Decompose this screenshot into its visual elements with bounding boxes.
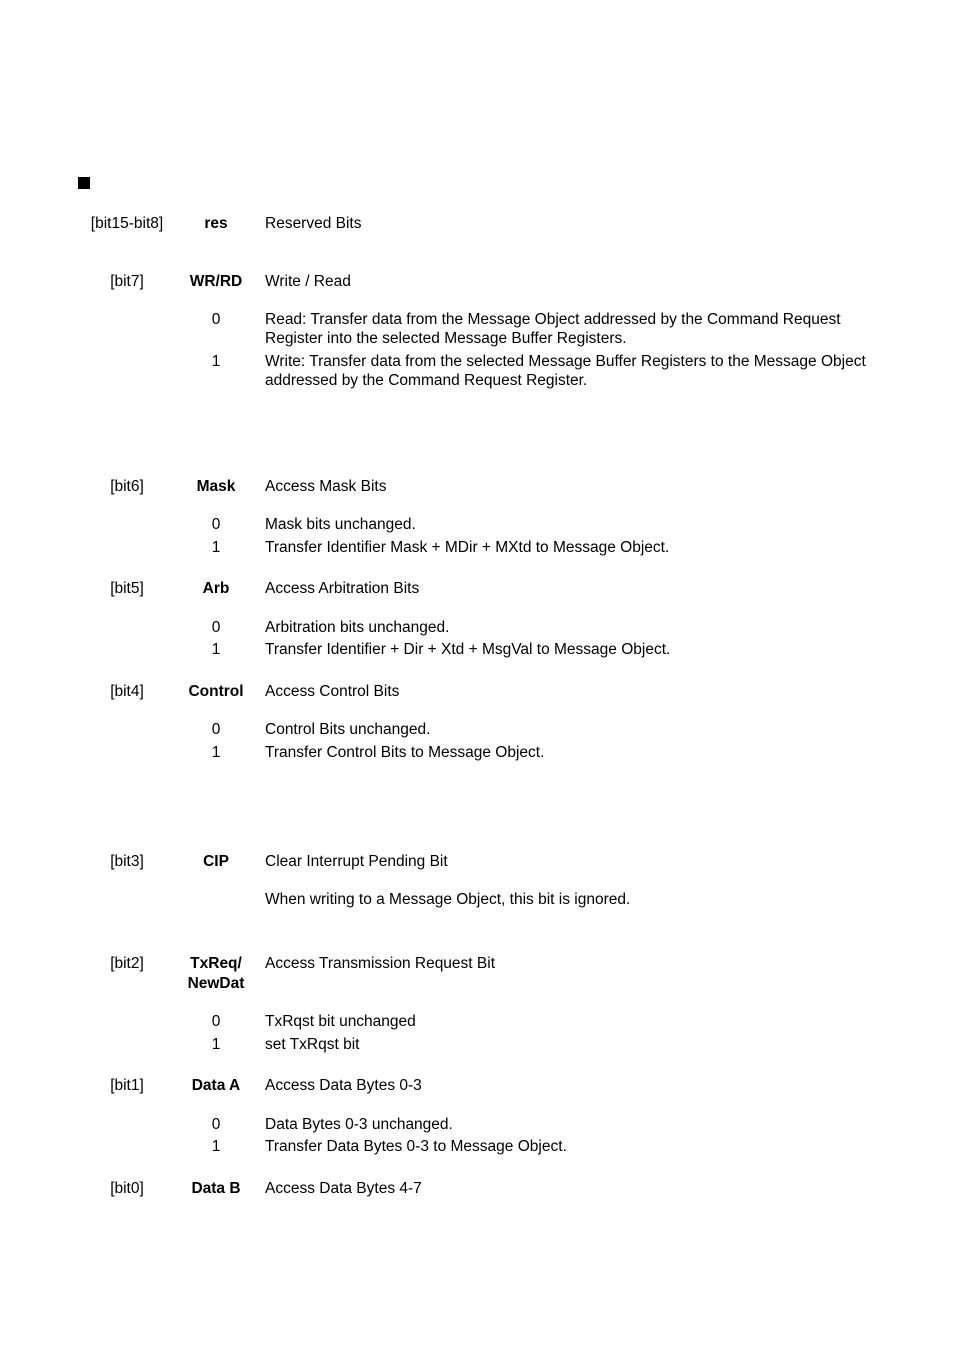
value-code: 0 [211, 1116, 221, 1133]
bit-label: [bit2] [110, 955, 144, 972]
value-description: Write: Transfer data from the selected Message Buffer Registers to the Message Object addressed by the Command Request Register. [265, 353, 866, 389]
field-description: Reserved Bits [265, 215, 362, 232]
value-description: Transfer Control Bits to Message Object. [265, 744, 545, 761]
value-description: Arbitration bits unchanged. [265, 619, 450, 636]
field-name-line1: TxReq/ [190, 955, 242, 972]
value-description: Control Bits unchanged. [265, 721, 431, 738]
value-description: TxRqst bit unchanged [265, 1013, 416, 1030]
field-name: res [204, 215, 228, 232]
bit-label: [bit3] [110, 853, 144, 870]
value-code: 1 [211, 744, 221, 761]
field-name: WR/RD [189, 273, 243, 290]
value-code: 0 [211, 619, 221, 636]
field-name: Arb [202, 580, 230, 597]
field-name: Data A [191, 1077, 241, 1094]
bit-label: [bit0] [110, 1180, 144, 1197]
value-code: 0 [211, 311, 221, 328]
value-description: Data Bytes 0-3 unchanged. [265, 1116, 453, 1133]
value-code: 1 [211, 1036, 221, 1053]
field-note: When writing to a Message Object, this bit is ignored. [265, 891, 631, 908]
value-code: 1 [211, 353, 221, 370]
value-description: Read: Transfer data from the Message Object addressed by the Command Request Register into the selected Message Buffer Registers. [265, 311, 841, 347]
value-code: 1 [211, 539, 221, 556]
field-name: Control [188, 683, 244, 700]
bit-label: [bit5] [110, 580, 144, 597]
field-description: Access Data Bytes 4-7 [265, 1180, 422, 1197]
value-code: 1 [211, 641, 221, 658]
field-description: Access Control Bits [265, 683, 400, 700]
section-bullet-square [78, 177, 90, 189]
field-name: Data B [191, 1180, 241, 1197]
value-description: set TxRqst bit [265, 1036, 360, 1053]
value-code: 0 [211, 516, 221, 533]
field-description: Clear Interrupt Pending Bit [265, 853, 448, 870]
value-description: Transfer Identifier Mask + MDir + MXtd to Message Object. [265, 539, 670, 556]
value-code: 1 [211, 1138, 221, 1155]
field-description: Access Transmission Request Bit [265, 955, 496, 972]
value-description: Transfer Data Bytes 0-3 to Message Object. [265, 1138, 567, 1155]
bit-label: [bit6] [110, 478, 144, 495]
field-name-line2: NewDat [187, 975, 245, 992]
field-description: Access Mask Bits [265, 478, 387, 495]
bit-label: [bit4] [110, 683, 144, 700]
bit-label: [bit15-bit8] [90, 215, 164, 232]
field-name: CIP [203, 853, 229, 870]
field-description: Write / Read [265, 273, 351, 290]
field-name: Mask [196, 478, 236, 495]
value-code: 0 [211, 721, 221, 738]
bit-label: [bit7] [110, 273, 144, 290]
value-code: 0 [211, 1013, 221, 1030]
value-description: Transfer Identifier + Dir + Xtd + MsgVal to Message Object. [265, 641, 671, 658]
bit-label: [bit1] [110, 1077, 144, 1094]
value-description: Mask bits unchanged. [265, 516, 416, 533]
field-description: Access Arbitration Bits [265, 580, 420, 597]
field-description: Access Data Bytes 0-3 [265, 1077, 422, 1094]
